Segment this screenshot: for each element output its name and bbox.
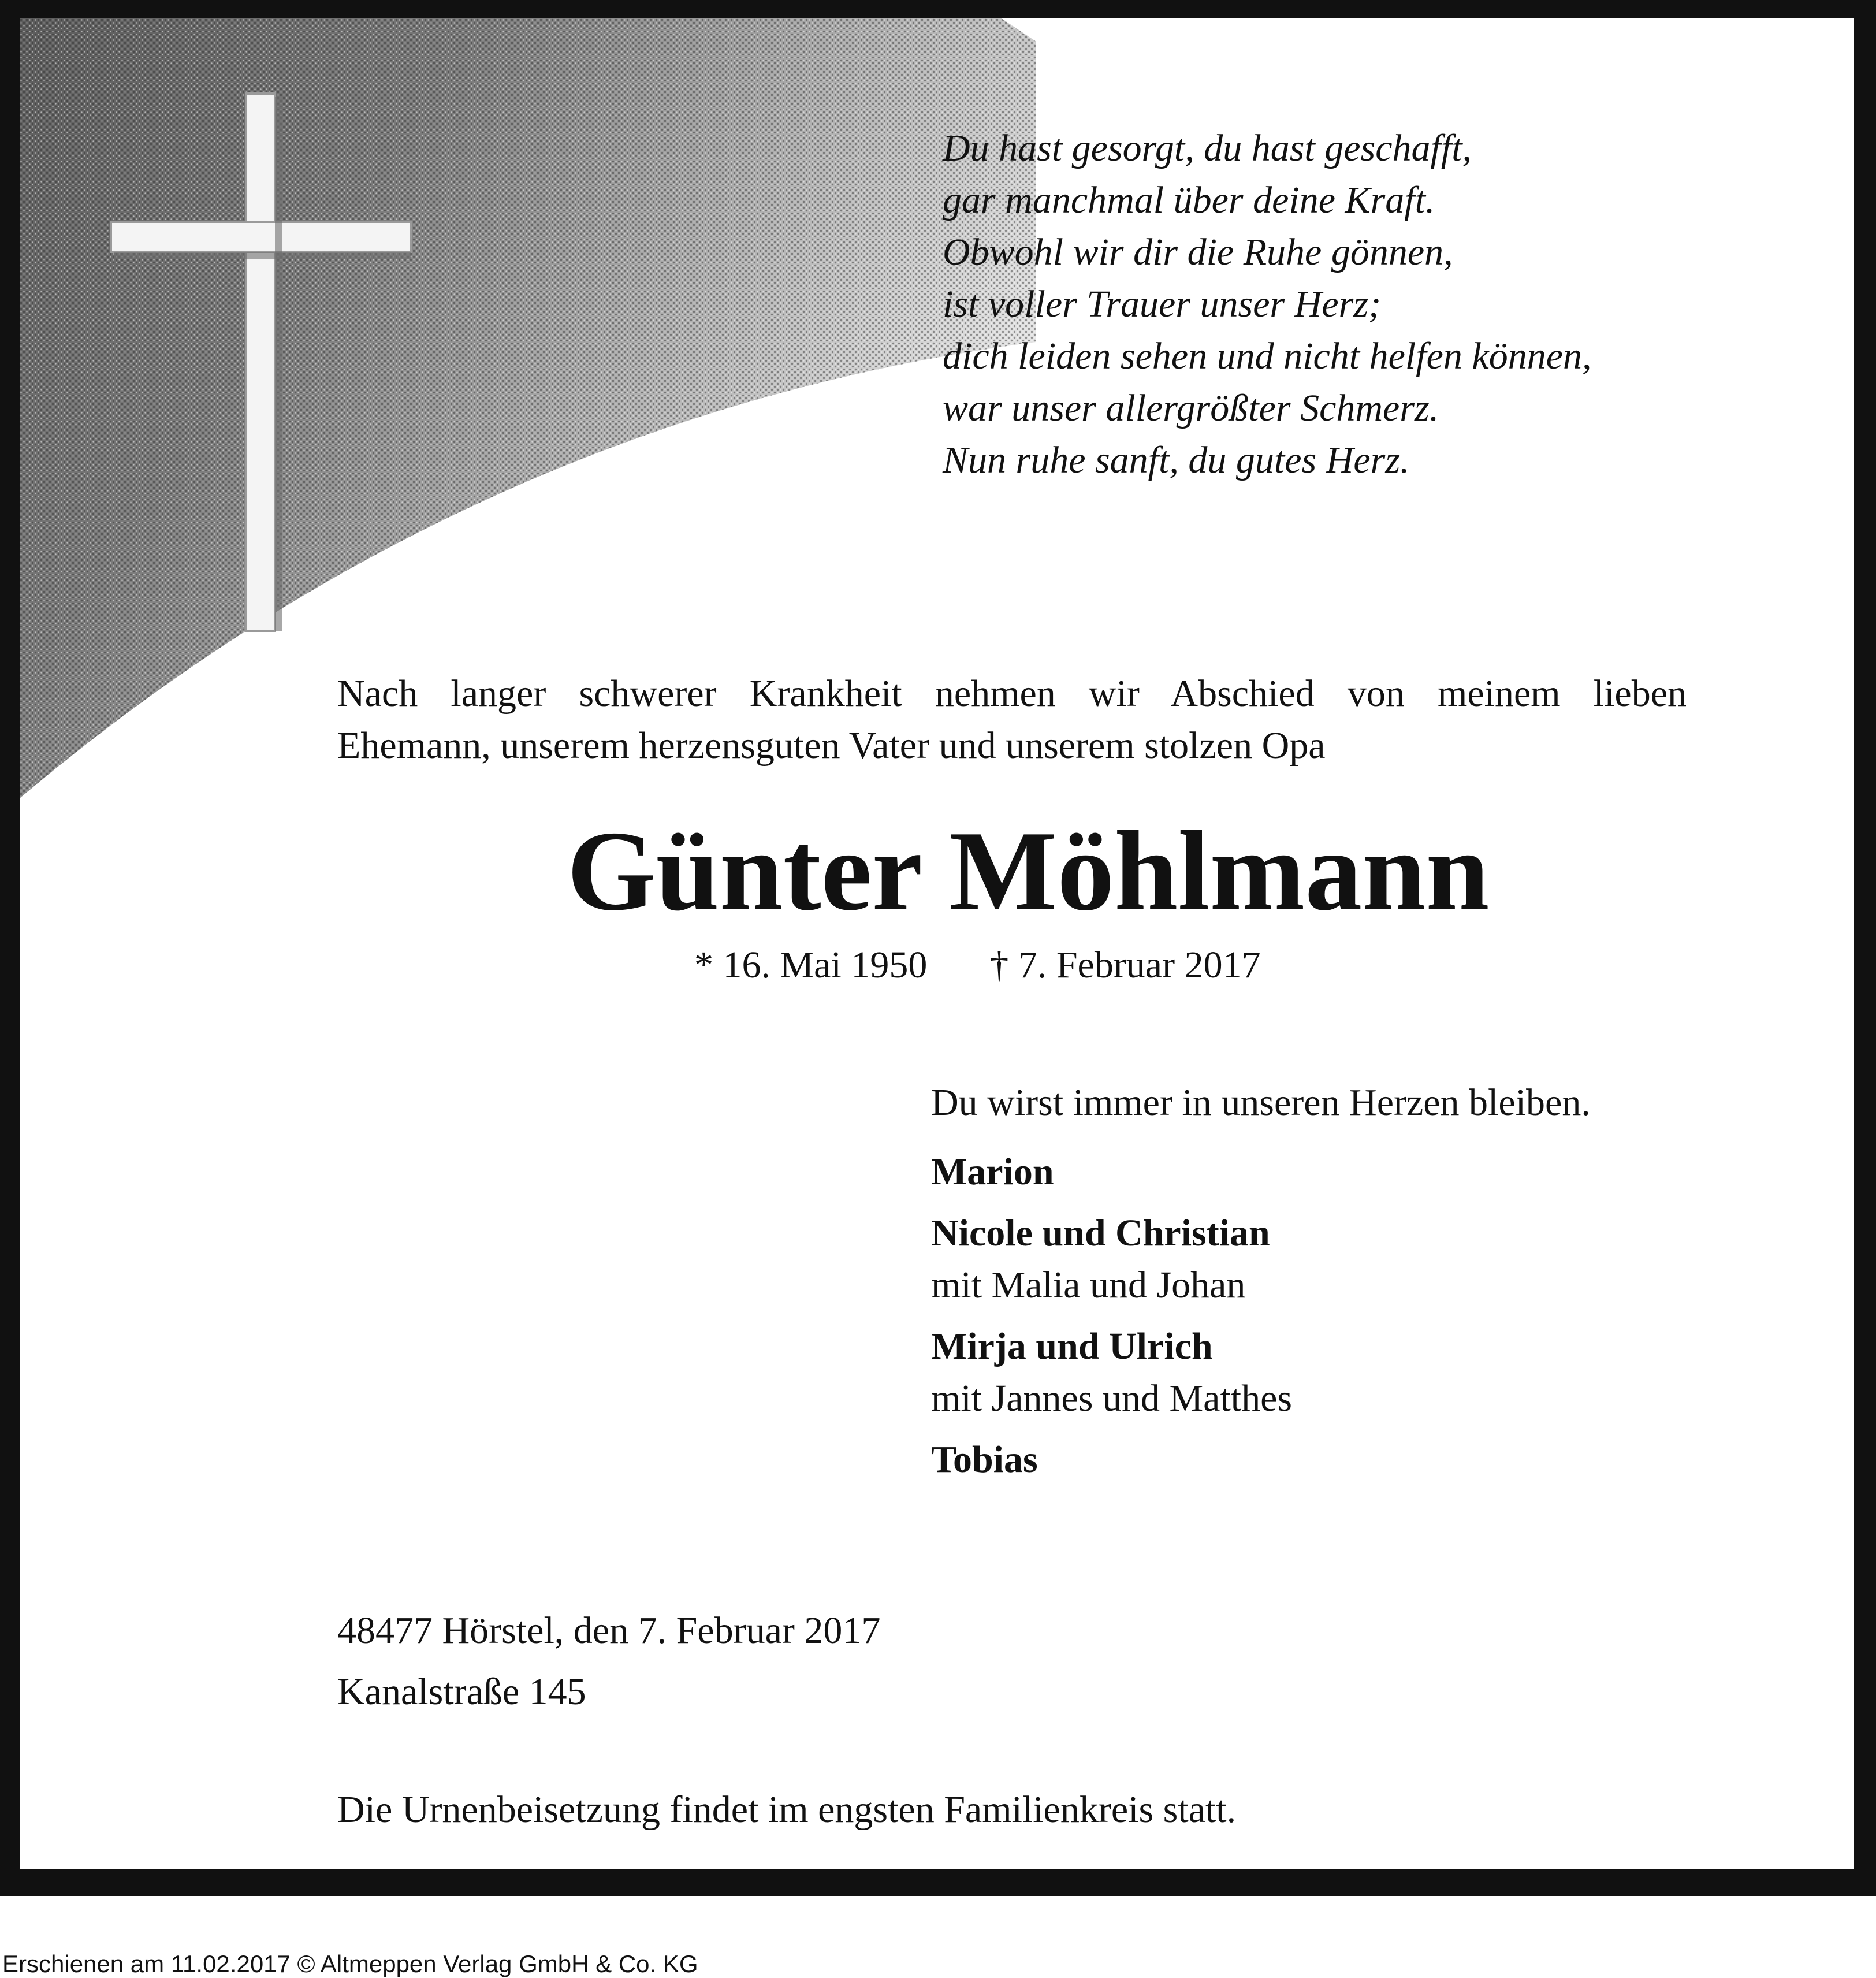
poem-line: ist voller Trauer unser Herz;	[943, 283, 1381, 325]
life-dates	[694, 939, 1261, 991]
family-member-children: mit Jannes und Matthes	[931, 1377, 1293, 1419]
family-member: Tobias	[931, 1438, 1038, 1481]
family-member: Mirja und Ulrich	[931, 1325, 1213, 1367]
publication-footer: Erschienen am 11.02.2017 © Altmeppen Verlag GmbH & Co. KG	[2, 1950, 698, 1977]
poem-line: dich leiden sehen und nicht helfen können,	[943, 335, 1592, 377]
family-member-children: mit Malia und Johan	[931, 1264, 1246, 1306]
poem	[943, 122, 1591, 486]
family-signatures	[931, 1077, 1591, 1486]
birth-date: * 16. Mai 1950	[694, 944, 928, 986]
intro-line: Ehemann, unserem herzensguten Vater und unserem stolzen Opa	[337, 724, 1326, 767]
family-motto: Du wirst immer in unseren Herzen bleiben.	[931, 1081, 1591, 1124]
poem-line: Du hast gesorgt, du hast geschafft,	[943, 127, 1472, 169]
place-date: 48477 Hörstel, den 7. Februar 2017	[337, 1609, 881, 1652]
family-member: Nicole und Christian	[931, 1212, 1270, 1254]
deceased-name: Günter Möhlmann	[567, 808, 1490, 934]
place-and-address	[337, 1600, 880, 1723]
poem-line: Obwohl wir dir die Ruhe gönnen,	[943, 231, 1453, 273]
poem-line: Nun ruhe sanft, du gutes Herz.	[943, 439, 1410, 481]
intro-text	[337, 668, 1687, 772]
burial-notice: Die Urnenbeisetzung findet im engsten Familienkreis statt.	[337, 1789, 1237, 1831]
family-member: Marion	[931, 1151, 1054, 1193]
death-date: † 7. Februar 2017	[989, 944, 1261, 986]
intro-line: Nach langer schwerer Krankheit nehmen wir Abschied von meinem lieben	[337, 672, 1687, 715]
poem-line: war unser allergrößter Schmerz.	[943, 387, 1439, 429]
poem-line: gar manchmal über deine Kraft.	[943, 179, 1435, 221]
street-address: Kanalstraße 145	[337, 1671, 586, 1713]
